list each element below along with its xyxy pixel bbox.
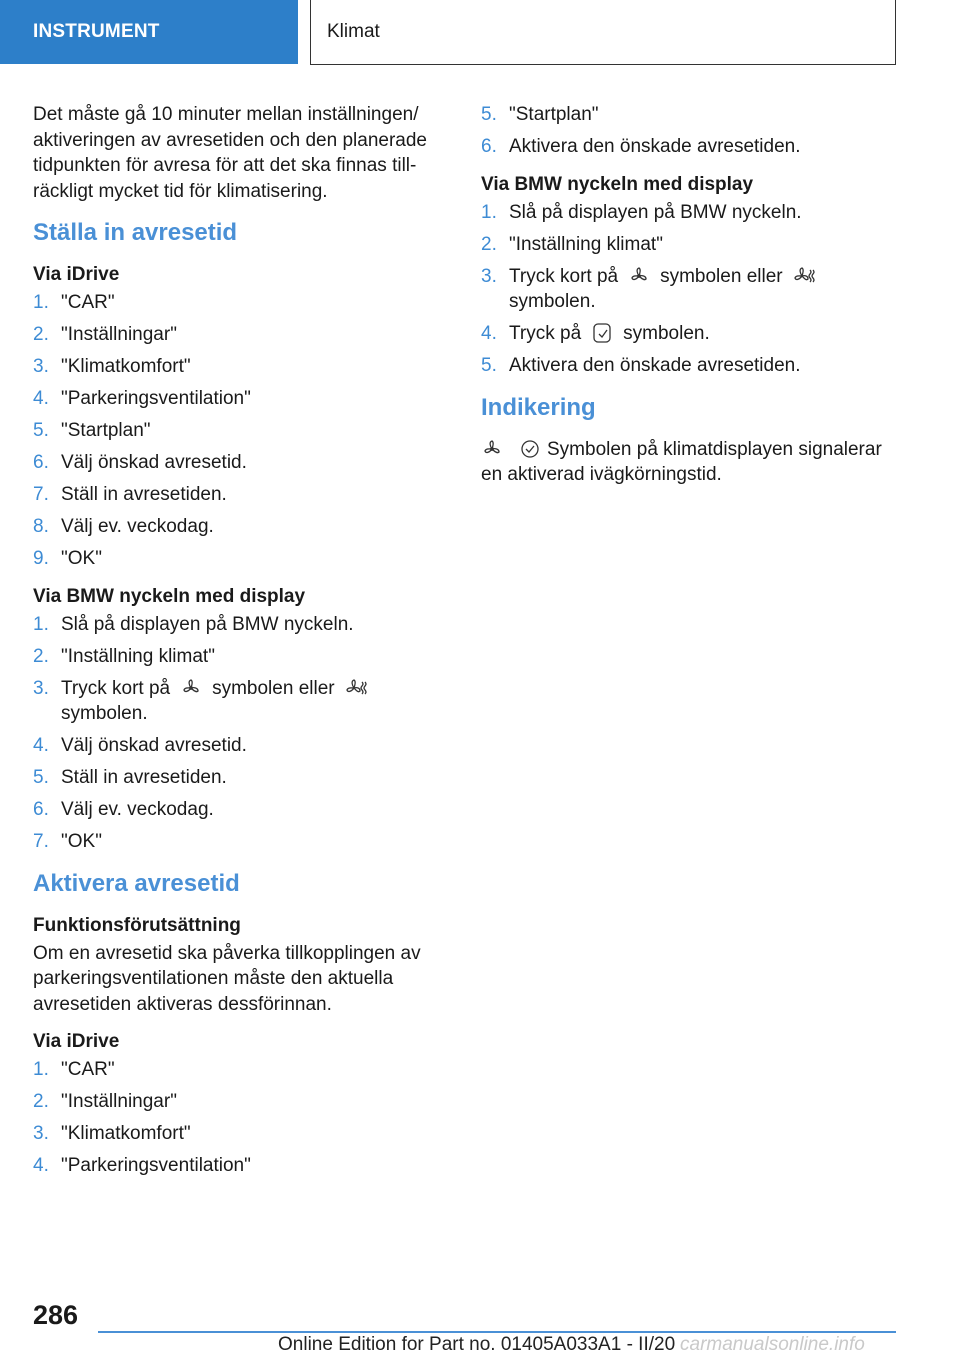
subheading-via-idrive-2: Via iDrive xyxy=(33,1031,120,1052)
idrive-activate-steps-list xyxy=(33,1057,438,1179)
header-title-box xyxy=(310,0,896,65)
footer-watermark: carmanualsonline.info xyxy=(680,1334,865,1355)
key-activate-steps-list xyxy=(481,200,886,379)
heading-indikering: Indikering xyxy=(481,393,596,421)
list-item: 5. "Startplan" xyxy=(33,420,151,441)
list-item: 4. Tryck på symbolen. xyxy=(481,323,710,344)
list-item: 4. Välj önskad avresetid. xyxy=(33,735,247,756)
heading-stalla-in-avresetid: Ställa in avresetid xyxy=(33,219,238,246)
key-check-icon xyxy=(591,323,613,343)
list-item: 6. Välj ev. veckodag. xyxy=(33,799,214,820)
list-item: 1. Slå på displayen på BMW nyckeln. xyxy=(33,613,354,635)
subheading-via-bmw-key-2: Via BMW nyckeln med display xyxy=(481,173,754,195)
subheading-funktionsforutsattning: Funktionsförutsättning xyxy=(33,914,241,936)
left-column xyxy=(33,102,438,1191)
list-item: 8. Välj ev. veckodag. xyxy=(33,516,214,537)
clock-check-icon xyxy=(519,439,541,459)
heading-aktivera-avresetid: Aktivera avresetid xyxy=(33,869,240,897)
list-item: 1. "CAR" xyxy=(33,1059,115,1080)
list-item: 3. Tryck kort på symbolen eller symbolen. xyxy=(33,676,438,727)
intro-paragraph: Det måste gå 10 minuter mellan inställningen/ aktiveringen av avresetiden och den planerade tidpunkten för avresa för att det ska finnas tillräckligt mycket tid för klimatisering. xyxy=(33,104,427,202)
list-item: 1. Slå på displayen på BMW nyckeln. xyxy=(481,201,802,223)
list-item: 3. Tryck kort på symbolen eller symbolen. xyxy=(481,264,886,315)
list-item: 1. "CAR" xyxy=(33,292,115,313)
list-item: 3. "Klimatkomfort" xyxy=(33,356,191,377)
list-item: 3. "Klimatkomfort" xyxy=(33,1123,191,1144)
list-item: 7. "OK" xyxy=(33,831,102,852)
list-item: 2. "Inställning klimat" xyxy=(481,233,663,255)
fan-icon xyxy=(180,678,202,698)
indication-paragraph: Symbolen på klimatdisplayen signalerar en aktiverad ivägkörningstid. xyxy=(481,438,882,485)
key-steps-list xyxy=(33,612,438,855)
fan-icon xyxy=(481,439,503,459)
list-item: 4. "Parkeringsventilation" xyxy=(33,388,251,409)
right-column xyxy=(481,102,886,500)
header-title: Klimat xyxy=(327,21,380,42)
list-item: 9. "OK" xyxy=(33,548,102,569)
list-item: 5. "Startplan" xyxy=(481,104,599,125)
list-item: 7. Ställ in avresetiden. xyxy=(33,484,227,505)
list-item: 6. Välj önskad avresetid. xyxy=(33,452,247,473)
fan-heat-icon xyxy=(793,266,815,286)
fan-icon xyxy=(628,266,650,286)
subheading-via-bmw-key: Via BMW nyckeln med display xyxy=(33,585,306,607)
list-item: 2. "Inställningar" xyxy=(33,324,177,345)
footer-edition: Online Edition for Part no. 01405A033A1 - II/20 xyxy=(278,1334,676,1355)
subheading-via-idrive: Via iDrive xyxy=(33,264,120,285)
list-item: 5. Ställ in avresetiden. xyxy=(33,767,227,788)
list-item: 2. "Inställningar" xyxy=(33,1091,177,1112)
footer-rule xyxy=(98,1331,896,1333)
header-section-label: INSTRUMENT xyxy=(33,21,160,42)
list-item: 4. "Parkeringsventilation" xyxy=(33,1155,251,1176)
precondition-paragraph: Om en avresetid ska påverka tillkopplingen av parkeringsventilationen måste den aktuella avresetiden aktiveras dessförinnan. xyxy=(33,942,421,1015)
page-number: 286 xyxy=(33,1300,79,1330)
list-item: 2. "Inställning klimat" xyxy=(33,645,215,667)
list-item: 5. Aktivera den önskade avresetiden. xyxy=(481,355,801,376)
idrive-activate-steps-continued xyxy=(481,102,886,160)
header-section-tab xyxy=(0,0,298,64)
list-item: 6. Aktivera den önskade avresetiden. xyxy=(481,136,801,157)
fan-heat-icon xyxy=(345,678,367,698)
idrive-steps-list xyxy=(33,290,438,572)
